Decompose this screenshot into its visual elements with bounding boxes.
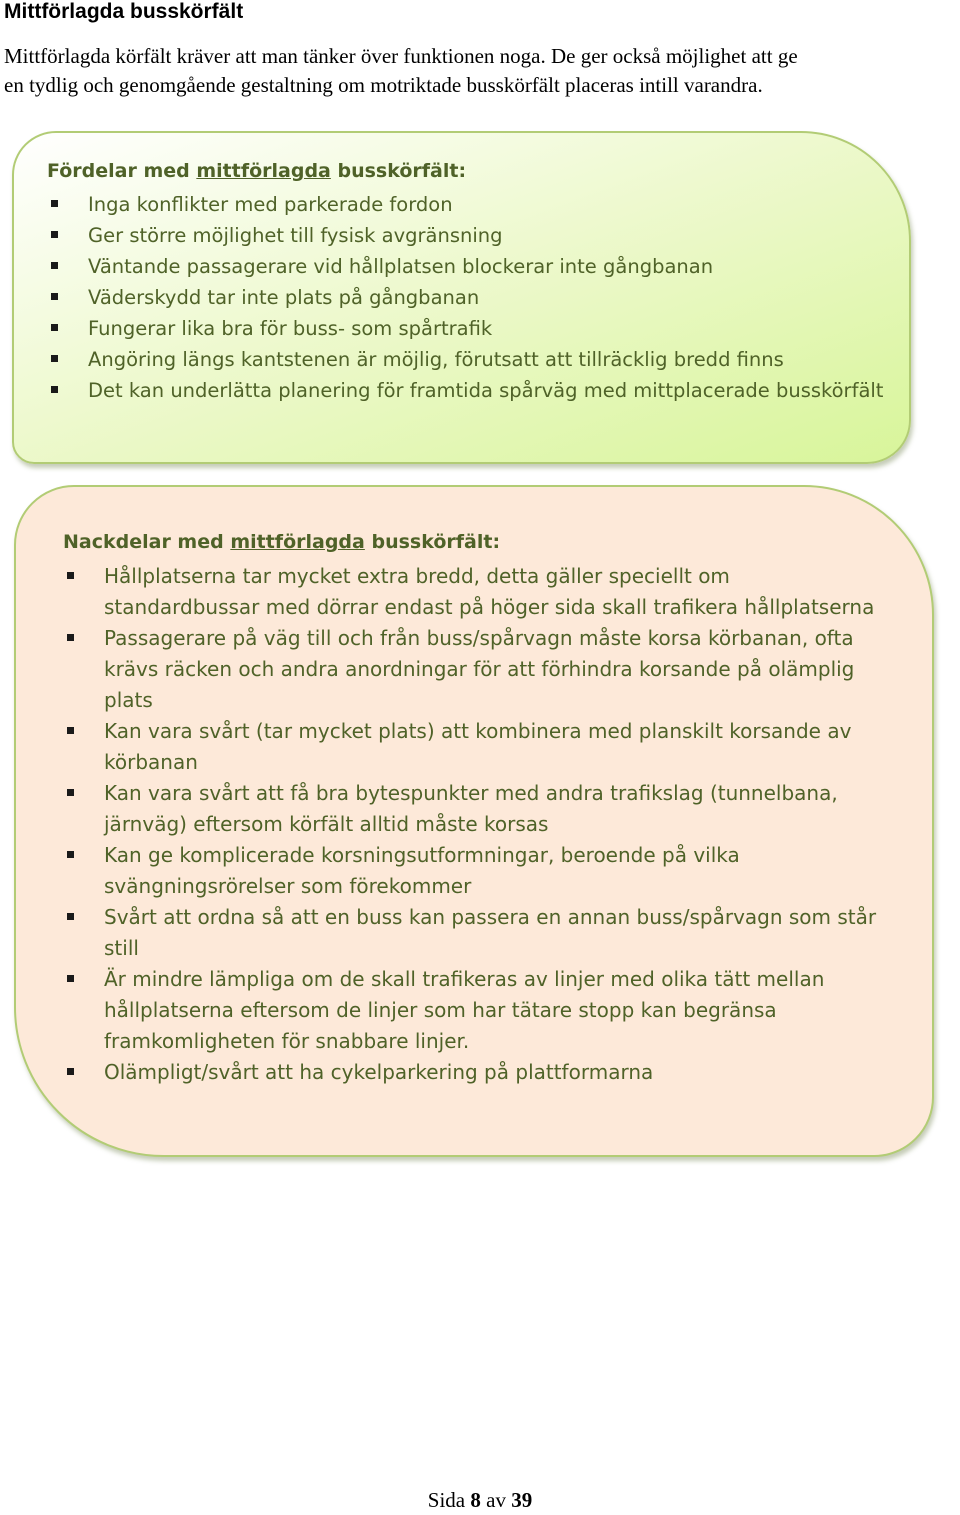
- disadvantage-item: [104, 778, 889, 840]
- square-bullet-icon: [51, 355, 58, 362]
- square-bullet-icon: [51, 200, 58, 207]
- square-bullet-icon: [67, 789, 74, 796]
- page-number-footer: [0, 1488, 960, 1513]
- square-bullet-icon: [51, 262, 58, 269]
- square-bullet-icon: [51, 324, 58, 331]
- advantage-item: [88, 220, 888, 251]
- footer-total: 39: [511, 1488, 533, 1512]
- disadvantages-title-suffix: busskörfält:: [364, 531, 501, 553]
- disadvantages-list: [104, 561, 889, 1088]
- disadvantage-item: [104, 1057, 889, 1088]
- disadvantage-item-text: Är mindre lämpliga om de skall trafikeras av linjer med olika tätt mellan hållplatserna eftersom de linjer som har tätare stopp kan begränsa framkomligheten för snabbare linjer.: [104, 967, 825, 1053]
- square-bullet-icon: [67, 975, 74, 982]
- advantages-title-underlined: mittförlagda: [196, 160, 331, 182]
- disadvantage-item-text: Svårt att ordna så att en buss kan passera en annan buss/spårvagn som står still: [104, 905, 877, 960]
- footer-middle: av: [480, 1488, 512, 1512]
- disadvantage-item-text: Kan vara svårt att få bra bytespunkter med andra trafikslag (tunnelbana, järnväg) eftersom körfält alltid måste korsas: [104, 781, 838, 836]
- square-bullet-icon: [67, 913, 74, 920]
- advantage-item: [88, 375, 888, 406]
- square-bullet-icon: [51, 293, 58, 300]
- disadvantage-item-text: Kan vara svårt (tar mycket plats) att kombinera med planskilt korsande av körbanan: [104, 719, 852, 774]
- advantages-title: [47, 160, 466, 182]
- advantage-item-text: Ger större möjlighet till fysisk avgränsning: [88, 224, 503, 247]
- disadvantage-item: [104, 964, 889, 1057]
- disadvantages-title-prefix: Nackdelar med: [63, 531, 231, 553]
- disadvantage-item: [104, 623, 889, 716]
- advantage-item-text: Väderskydd tar inte plats på gångbanan: [88, 286, 480, 309]
- advantage-item: [88, 189, 888, 220]
- advantages-title-suffix: busskörfält:: [330, 160, 467, 182]
- advantages-title-prefix: Fördelar med: [47, 160, 197, 182]
- square-bullet-icon: [67, 634, 74, 641]
- square-bullet-icon: [67, 727, 74, 734]
- disadvantage-item-text: Olämpligt/svårt att ha cykelparkering på plattformarna: [104, 1060, 654, 1084]
- square-bullet-icon: [67, 1068, 74, 1075]
- advantage-item: [88, 344, 888, 375]
- advantages-box: [12, 131, 911, 464]
- advantage-item-text: Angöring längs kantstenen är möjlig, förutsatt att tillräcklig bredd finns: [88, 348, 784, 371]
- advantage-item-text: Väntande passagerare vid hållplatsen blockerar inte gångbanan: [88, 255, 714, 278]
- advantage-item: [88, 251, 888, 282]
- footer-page: 8: [470, 1488, 481, 1512]
- disadvantage-item: [104, 840, 889, 902]
- advantages-list: [88, 189, 888, 406]
- advantage-item: [88, 313, 888, 344]
- advantage-item-text: Inga konflikter med parkerade fordon: [88, 193, 453, 216]
- square-bullet-icon: [67, 572, 74, 579]
- disadvantage-item: [104, 902, 889, 964]
- disadvantages-title: [63, 531, 500, 553]
- advantage-item-text: Fungerar lika bra för buss- som spårtrafik: [88, 317, 493, 340]
- square-bullet-icon: [51, 386, 58, 393]
- footer-prefix: Sida: [427, 1488, 471, 1512]
- intro-paragraph: Mittförlagda körfält kräver att man tänker över funktionen noga. De ger också möjlighet att ge en tydlig och genomgående gestaltning om motriktade busskörfält placeras intill varandra.: [4, 44, 798, 97]
- disadvantage-item-text: Hållplatserna tar mycket extra bredd, detta gäller speciellt om standardbussar med dörrar endast på höger sida skall trafikera hållplatserna: [104, 564, 875, 619]
- square-bullet-icon: [51, 231, 58, 238]
- disadvantages-box: [14, 485, 934, 1157]
- disadvantage-item: [104, 716, 889, 778]
- square-bullet-icon: [67, 851, 74, 858]
- disadvantage-item: [104, 561, 889, 623]
- disadvantage-item-text: Passagerare på väg till och från buss/spårvagn måste korsa körbanan, ofta krävs räcken och andra anordningar för att förhindra korsande på olämplig plats: [104, 626, 855, 712]
- section-heading: Mittförlagda busskörfält: [4, 0, 244, 23]
- advantage-item: [88, 282, 888, 313]
- disadvantage-item-text: Kan ge komplicerade korsningsutformningar, beroende på vilka svängningsrörelser som förekommer: [104, 843, 740, 898]
- disadvantages-title-underlined: mittförlagda: [230, 531, 365, 553]
- advantage-item-text: Det kan underlätta planering för framtida spårväg med mittplacerade busskörfält: [88, 379, 884, 402]
